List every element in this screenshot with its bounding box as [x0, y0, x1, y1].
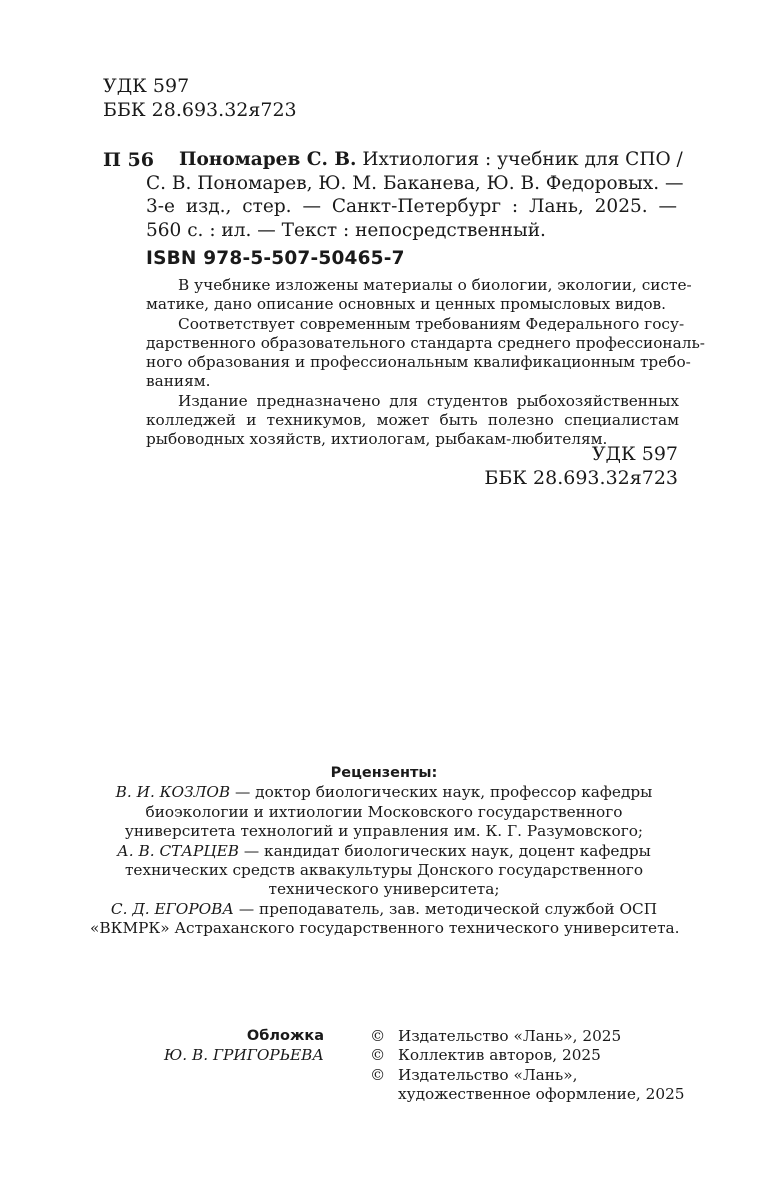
- reviewer-3-desc: — преподаватель, зав. методической службой ОСП: [234, 899, 658, 918]
- cover-designer-name: Ю. В. ГРИГОРЬЕВА: [164, 1046, 324, 1065]
- copyright-symbol: ©: [370, 1046, 386, 1065]
- catalog-code: П 56: [103, 149, 154, 171]
- annotation-line: дарственного образовательного стандарта среднего профессиональ-: [146, 333, 705, 352]
- annotation-line: матике, дано описание основных и ценных промысловых видов.: [146, 295, 667, 314]
- reviewer-2-line: технического университета;: [268, 880, 500, 899]
- reviewers-block: [90, 764, 678, 939]
- udk-code-top: УДК 597: [103, 75, 190, 97]
- reviewers-heading: Рецензенты:: [330, 765, 438, 781]
- copyright-symbol: ©: [370, 1065, 386, 1084]
- entry-line-1: [146, 148, 683, 172]
- copyright-text: Издательство «Лань»,: [398, 1065, 578, 1084]
- annotation-line: рыбоводных хозяйств, ихтиологам, рыбакам-любителям.: [146, 430, 608, 449]
- reviewer-1-name: В. И. КОЗЛОВ: [115, 783, 231, 802]
- entry-line-2: С. В. Пономарев, Ю. М. Баканева, Ю. В. Федоровых. —: [146, 172, 684, 194]
- annotation: [146, 276, 705, 450]
- reviewer-3-name: С. Д. ЕГОРОВА: [110, 899, 235, 918]
- annotation-line: Издание предназначено для студентов рыбохозяйственных: [178, 391, 679, 410]
- entry-author: Пономарев С. В.: [179, 149, 357, 170]
- reviewer-2-line: [90, 842, 678, 861]
- reviewer-3-line: «ВКМРК» Астраханского государственного технического университета.: [90, 919, 680, 938]
- reviewer-1-line: [90, 783, 678, 802]
- cover-credit: [150, 1027, 324, 1066]
- top-classification-codes: [103, 74, 297, 122]
- annotation-line: ваниям.: [146, 372, 211, 391]
- reviewer-1-line: биоэкологии и ихтиологии Московского государственного: [145, 802, 623, 821]
- entry-title: Ихтиология : учебник для СПО /: [356, 149, 683, 170]
- reviewer-3-line: [90, 900, 678, 919]
- copyright-row: [370, 1066, 690, 1085]
- entry-line-3: 3-е изд., стер. — Санкт-Петербург : Лань, 2025. —: [146, 196, 677, 217]
- reviewer-1-line: университета технологий и управления им. К. Г. Разумовского;: [124, 822, 644, 841]
- annotation-line: Соответствует современным требованиям Федерального госу-: [178, 314, 685, 333]
- copyright-row: [370, 1027, 690, 1046]
- copyright-text: Коллектив авторов, 2025: [398, 1046, 601, 1065]
- reviewer-2-desc: — кандидат биологических наук, доцент кафедры: [238, 841, 651, 860]
- entry-line-4: 560 с. : ил. — Текст : непосредственный.: [146, 219, 546, 241]
- annotation-line: ного образования и профессиональным квалификационным требо-: [146, 353, 691, 372]
- reviewer-1-desc: — доктор биологических наук, профессор кафедры: [230, 783, 653, 802]
- reviewer-2-line: технических средств аквакультуры Донского государственного: [124, 861, 644, 880]
- bbk-code-top: ББК 28.693.32я723: [103, 99, 297, 121]
- copyright-row: [370, 1046, 690, 1065]
- copyright-block: [370, 1027, 690, 1105]
- annotation-line: колледжей и техникумов, может быть полезно специалистам: [146, 411, 679, 430]
- cover-heading: Обложка: [246, 1028, 324, 1044]
- annotation-line: В учебнике изложены материалы о биологии, экологии, систе-: [178, 276, 692, 294]
- copyright-text: Издательство «Лань», 2025: [398, 1027, 622, 1045]
- isbn: ISBN 978-5-507-50465-7: [146, 248, 405, 269]
- reviewer-2-name: А. В. СТАРЦЕВ: [117, 841, 239, 860]
- bottom-classification-codes: [484, 442, 678, 490]
- bibliographic-entry: [146, 148, 684, 242]
- copyright-text-continued: художественное оформление, 2025: [398, 1085, 685, 1104]
- bbk-code-bottom: ББК 28.693.32я723: [484, 467, 678, 489]
- udk-code-bottom: УДК 597: [591, 443, 678, 465]
- copyright-symbol: ©: [370, 1027, 386, 1045]
